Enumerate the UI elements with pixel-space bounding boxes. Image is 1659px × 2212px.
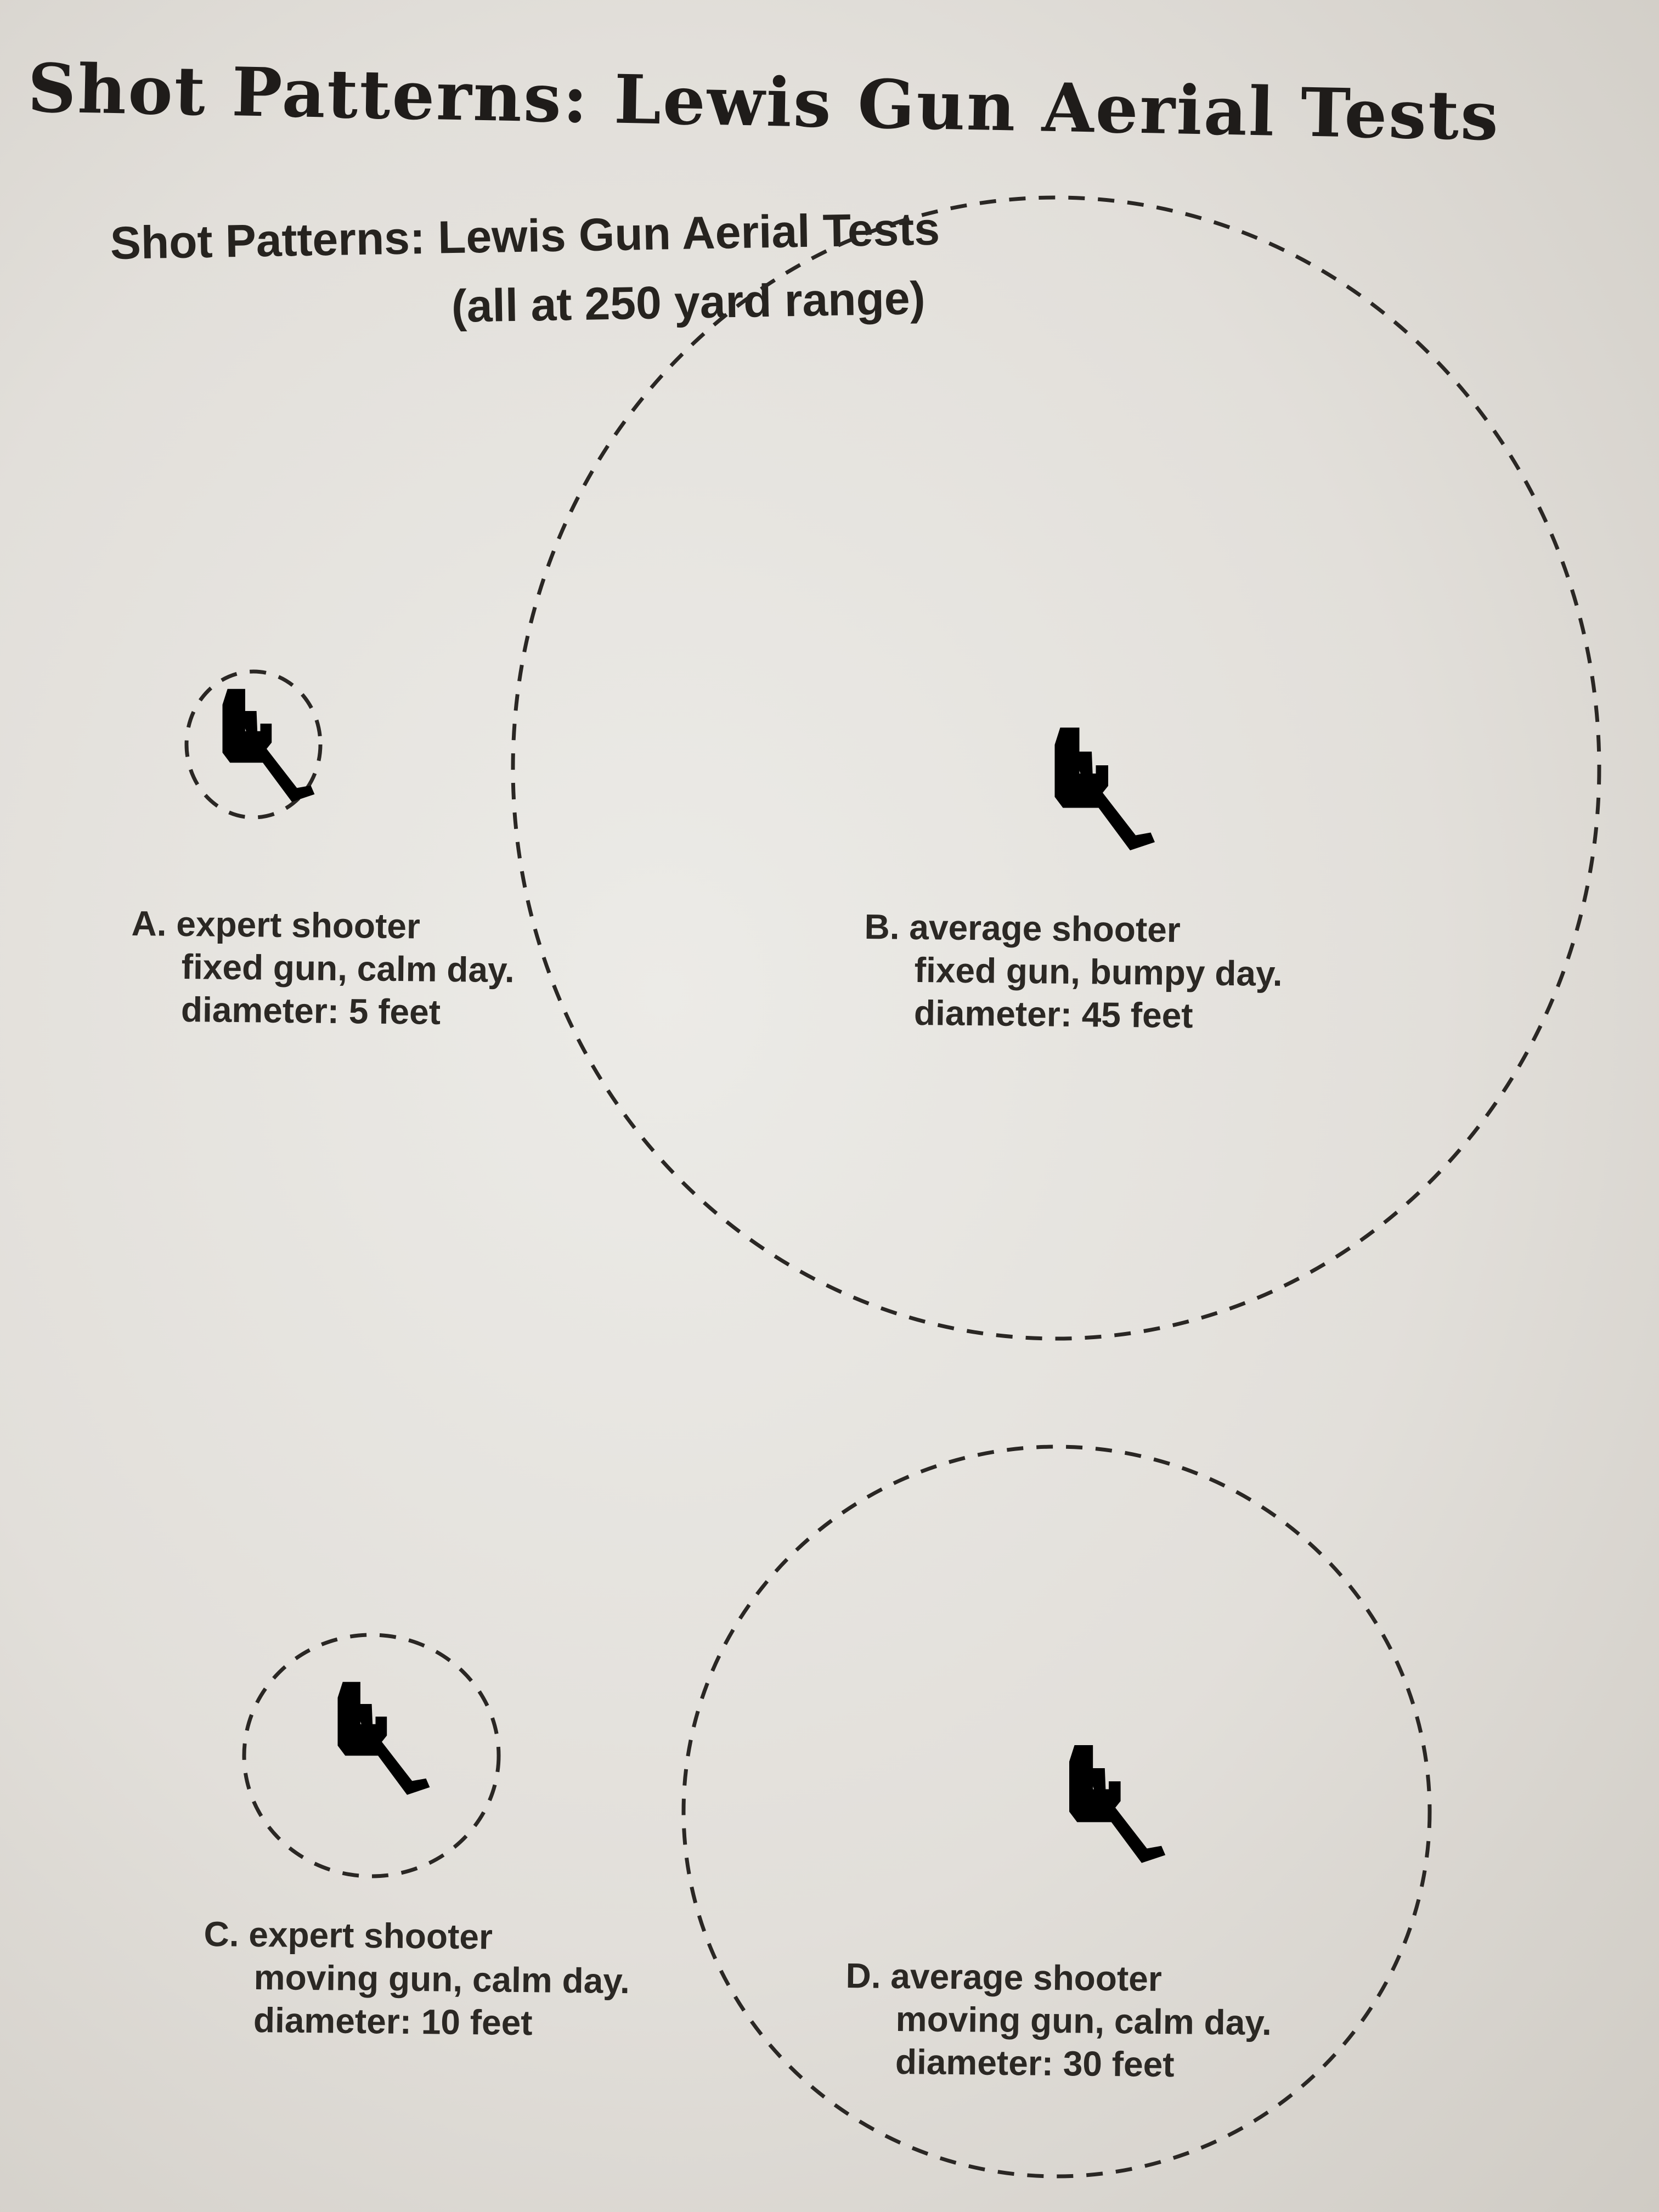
pattern-a	[187, 672, 320, 817]
pattern-b-diameter: diameter: 45 feet	[913, 992, 1193, 1036]
figure-title: Shot Patterns: Lewis Gun Aerial Tests	[110, 202, 940, 269]
pattern-a-caption	[131, 902, 515, 1034]
pattern-a-diameter: diameter: 5 feet	[180, 989, 441, 1032]
pattern-c-diameter: diameter: 10 feet	[253, 2000, 533, 2043]
pattern-c-condition: moving gun, calm day.	[253, 1957, 630, 2001]
pattern-b	[513, 198, 1599, 1339]
pattern-d-caption	[845, 1954, 1273, 2087]
pattern-b-caption	[864, 905, 1283, 1038]
pattern-c	[244, 1635, 499, 1876]
pattern-c-caption	[203, 1912, 631, 2045]
pattern-d-condition: moving gun, calm day.	[895, 1999, 1272, 2043]
pattern-a-pilot-icon	[223, 689, 315, 802]
pattern-c-label: C. expert shooter	[204, 1914, 493, 1957]
pattern-c-pilot-icon	[338, 1682, 430, 1795]
pattern-a-condition: fixed gun, calm day.	[181, 946, 515, 990]
pattern-d-diameter: diameter: 30 feet	[895, 2041, 1175, 2085]
book-page-heading: Shot Patterns: Lewis Gun Aerial Tests	[27, 48, 1501, 156]
pattern-b-condition: fixed gun, bumpy day.	[914, 950, 1283, 994]
figure-subtitle: (all at 250 yard range)	[451, 272, 926, 332]
pattern-d-label: D. average shooter	[845, 1955, 1163, 1999]
pattern-d-pilot-icon	[1069, 1745, 1165, 1863]
pattern-a-label: A. expert shooter	[131, 903, 421, 946]
pattern-b-pilot-icon	[1055, 727, 1155, 850]
pattern-b-label: B. average shooter	[864, 906, 1181, 950]
